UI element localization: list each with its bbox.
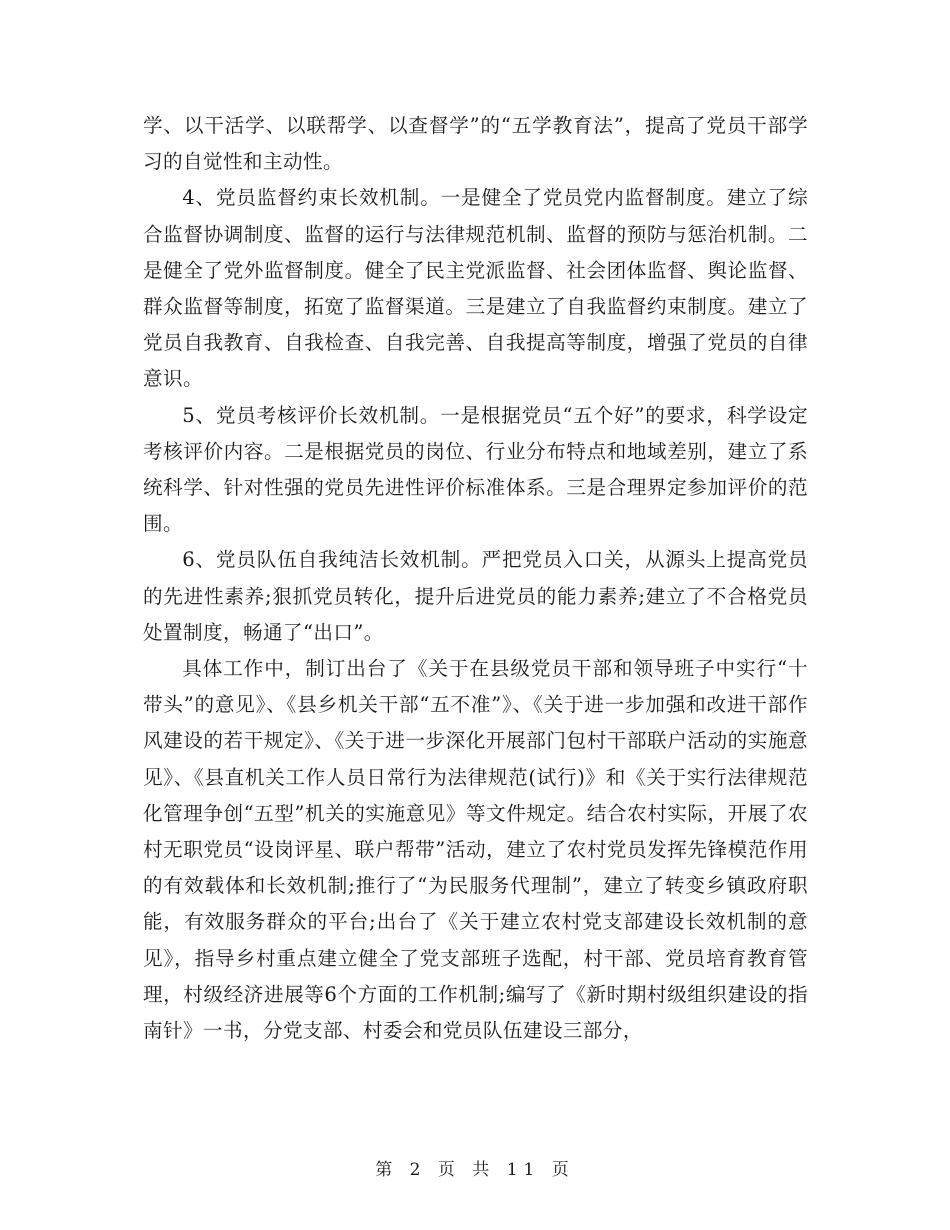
paragraph-purity-mechanism: 6、党员队伍自我纯洁长效机制。严把党员入口关，从源头上提高党员的先进性素养;狠抓党员转化，提升后进党员的能力素养;建立了不合格党员处置制度，畅通了“出口”。 [143, 548, 808, 644]
paragraph-supervision-mechanism: 4、党员监督约束长效机制。一是健全了党员党内监督制度。建立了综合监督协调制度、监督的运行与法律规范机制、监督的预防与惩治机制。二是健全了党外监督制度。健全了民主党派监督、社会团体监督、舆论监督、群众监督等制度，拓宽了监督渠道。三是建立了自我监督约束制度。建立了党员自我教育、自我检查、自我完善、自我提高等制度，增强了党员的自律意识。 [143, 186, 808, 391]
paragraph-evaluation-mechanism: 5、党员考核评价长效机制。一是根据党员“五个好”的要求，科学设定考核评价内容。二是根据党员的岗位、行业分布特点和地域差别，建立了系统科学、针对性强的党员先进性评价标准体系。三是合理界定参加评价的范围。 [143, 403, 808, 536]
page-number-footer: 第 2 页 共 11 页 [375, 1160, 575, 1180]
paragraph-continuation: 学、以干活学、以联帮学、以查督学”的“五学教育法”，提高了党员干部学习的自觉性和主动性。 [143, 114, 808, 174]
document-body [143, 108, 808, 1049]
paragraph-specific-work: 具体工作中，制订出台了《关于在县级党员干部和领导班子中实行“十带头”的意见》、《县乡机关干部“五不准”》、《关于进一步加强和改进干部作风建设的若干规定》、《关于进一步深化开展部门包村干部联户活动的实施意见》、《县直机关工作人员日常行为法律规范(试行)》和《关于实行法律规范化管理争创“五型”机关的实施意见》等文件规定。结合农村实际，开展了农村无职党员“设岗评星、联户帮带”活动，建立了农村党员发挥先锋模范作用的有效载体和长效机制;推行了“为民服务代理制”，建立了转变乡镇政府职能，有效服务群众的平台;出台了《关于建立农村党支部建设长效机制的意见》，指导乡村重点建立健全了党支部班子选配，村干部、党员培育教育管理，村级经济进展等6个方面的工作机制;编写了《新时期村级组织建设的指南针》一书，分党支部、村委会和党员队伍建设三部分， [143, 657, 808, 1043]
